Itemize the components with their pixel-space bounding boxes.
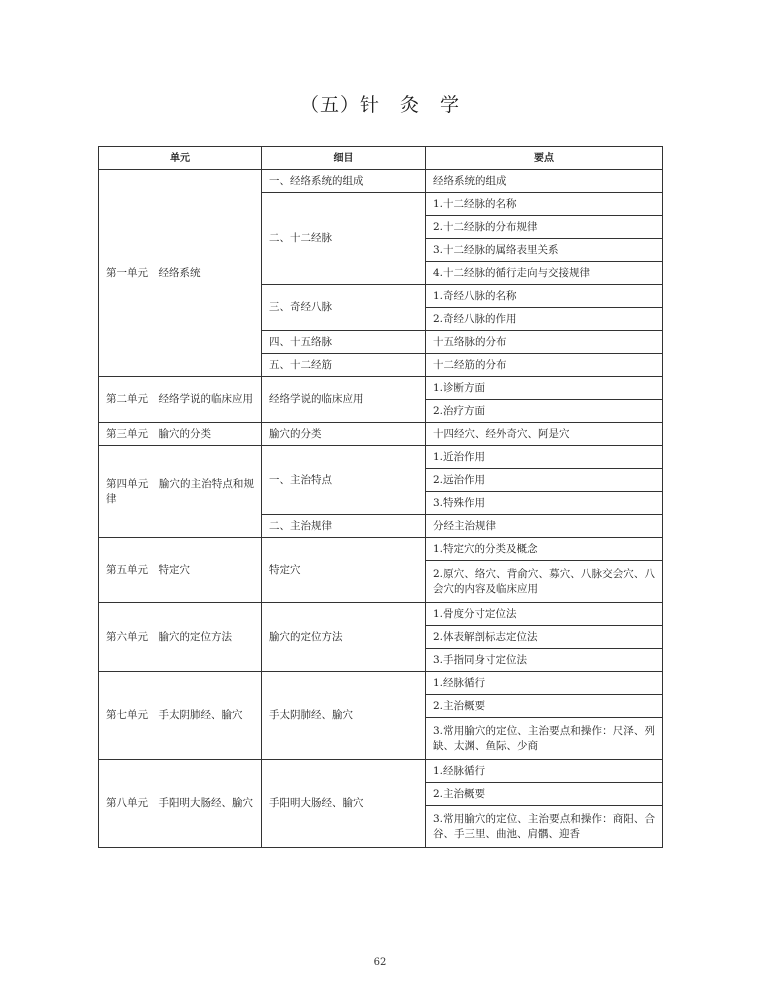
- point-cell: 十四经穴、经外奇穴、阿是穴: [426, 423, 663, 446]
- unit-cell: 第二单元 经络学说的临床应用: [99, 377, 262, 423]
- detail-cell: 四、十五络脉: [262, 331, 426, 354]
- point-cell: 3.手指同身寸定位法: [426, 649, 663, 672]
- point-cell: 2.体表解剖标志定位法: [426, 626, 663, 649]
- point-cell: 3.常用腧穴的定位、主治要点和操作：尺泽、列缺、太渊、鱼际、少商: [426, 718, 663, 760]
- point-cell: 3.十二经脉的属络表里关系: [426, 239, 663, 262]
- point-cell: 1.十二经脉的名称: [426, 193, 663, 216]
- table-row: [99, 672, 663, 695]
- detail-cell: 二、主治规律: [262, 515, 426, 538]
- table-row: [99, 603, 663, 626]
- point-cell: 2.治疗方面: [426, 400, 663, 423]
- table-row: [99, 423, 663, 446]
- point-cell: 1.特定穴的分类及概念: [426, 538, 663, 561]
- unit-cell: 第八单元 手阳明大肠经、腧穴: [99, 760, 262, 848]
- point-cell: 1.近治作用: [426, 446, 663, 469]
- point-cell: 2.主治概要: [426, 783, 663, 806]
- column-header-detail: 细目: [262, 147, 426, 170]
- unit-cell: 第三单元 腧穴的分类: [99, 423, 262, 446]
- point-cell: 2.十二经脉的分布规律: [426, 216, 663, 239]
- detail-cell: 一、经络系统的组成: [262, 170, 426, 193]
- point-cell: 2.奇经八脉的作用: [426, 308, 663, 331]
- table-header-row: [99, 147, 663, 170]
- unit-cell: 第六单元 腧穴的定位方法: [99, 603, 262, 672]
- point-cell: 2.原穴、络穴、背俞穴、募穴、八脉交会穴、八会穴的内容及临床应用: [426, 561, 663, 603]
- point-cell: 2.主治概要: [426, 695, 663, 718]
- detail-cell: 手太阴肺经、腧穴: [262, 672, 426, 760]
- point-cell: 4.十二经脉的循行走向与交接规律: [426, 262, 663, 285]
- detail-cell: 三、奇经八脉: [262, 285, 426, 331]
- detail-cell: 腧穴的分类: [262, 423, 426, 446]
- point-cell: 1.诊断方面: [426, 377, 663, 400]
- point-cell: 1.奇经八脉的名称: [426, 285, 663, 308]
- unit-cell: 第四单元 腧穴的主治特点和规律: [99, 446, 262, 538]
- detail-cell: 五、十二经筋: [262, 354, 426, 377]
- table-row: [99, 446, 663, 469]
- point-cell: 1.骨度分寸定位法: [426, 603, 663, 626]
- detail-cell: 特定穴: [262, 538, 426, 603]
- table-row: [99, 170, 663, 193]
- table-row: [99, 760, 663, 783]
- detail-cell: 腧穴的定位方法: [262, 603, 426, 672]
- detail-cell: 一、主治特点: [262, 446, 426, 515]
- unit-cell: 第五单元 特定穴: [99, 538, 262, 603]
- point-cell: 1.经脉循行: [426, 760, 663, 783]
- page-number: 62: [373, 957, 387, 968]
- detail-cell: 二、十二经脉: [262, 193, 426, 285]
- point-cell: 1.经脉循行: [426, 672, 663, 695]
- column-header-points: 要点: [426, 147, 663, 170]
- point-cell: 2.远治作用: [426, 469, 663, 492]
- syllabus-table: [98, 146, 663, 848]
- unit-cell: 第七单元 手太阴肺经、腧穴: [99, 672, 262, 760]
- detail-cell: 经络学说的临床应用: [262, 377, 426, 423]
- table-row: [99, 377, 663, 400]
- point-cell: 3.特殊作用: [426, 492, 663, 515]
- point-cell: 十二经筋的分布: [426, 354, 663, 377]
- table-row: [99, 538, 663, 561]
- point-cell: 分经主治规律: [426, 515, 663, 538]
- point-cell: 经络系统的组成: [426, 170, 663, 193]
- point-cell: 十五络脉的分布: [426, 331, 663, 354]
- detail-cell: 手阳明大肠经、腧穴: [262, 760, 426, 848]
- page-title: （五）针 灸 学: [299, 94, 460, 116]
- unit-cell: 第一单元 经络系统: [99, 170, 262, 377]
- point-cell: 3.常用腧穴的定位、主治要点和操作：商阳、合谷、手三里、曲池、肩髃、迎香: [426, 806, 663, 848]
- column-header-unit: 单元: [99, 147, 262, 170]
